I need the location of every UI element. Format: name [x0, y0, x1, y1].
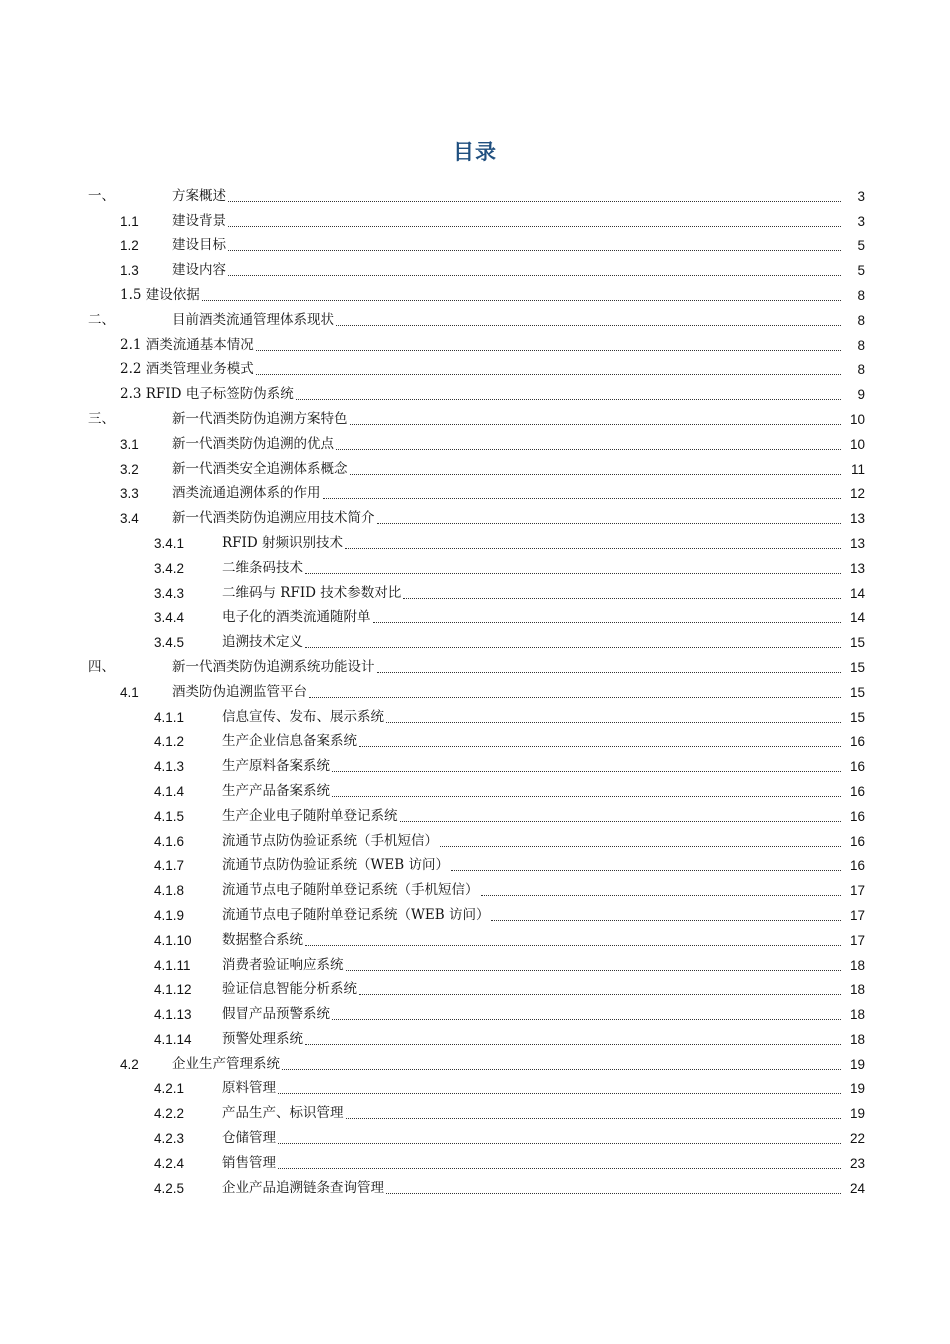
toc-dot-leader	[350, 473, 841, 475]
toc-entry-number: 4.1.5	[154, 808, 185, 824]
toc-entry[interactable]	[88, 974, 865, 999]
toc-dot-leader	[377, 671, 841, 673]
toc-entry[interactable]	[88, 924, 865, 949]
toc-entry[interactable]	[88, 1097, 865, 1122]
toc-entry-page: 16	[849, 833, 865, 849]
toc-entry-page: 19	[849, 1106, 865, 1122]
toc-dot-leader	[386, 721, 841, 723]
toc-entry-title: 2.1 酒类流通基本情况	[120, 336, 254, 353]
toc-dot-leader	[350, 423, 841, 425]
toc-dot-leader	[336, 324, 841, 326]
toc-entry[interactable]	[88, 304, 865, 329]
toc-dot-leader	[386, 1192, 841, 1194]
toc-entry-page: 8	[857, 312, 865, 328]
toc-entry-page: 24	[849, 1180, 865, 1196]
toc-entry[interactable]	[88, 329, 865, 354]
toc-entry-title: 销售管理	[222, 1154, 276, 1171]
toc-entry[interactable]	[88, 825, 865, 850]
toc-entry-title: 酒类流通追溯体系的作用	[172, 485, 321, 502]
toc-dot-leader	[359, 745, 841, 747]
toc-entry-title: 新一代酒类防伪追溯系统功能设计	[172, 658, 375, 675]
toc-entry-title: 方案概述	[172, 187, 226, 204]
toc-entry-number: 三、	[88, 410, 115, 427]
toc-dot-leader	[256, 349, 841, 351]
toc-entry-number: 3.4.5	[154, 635, 185, 651]
toc-entry-title: 建设内容	[172, 262, 226, 279]
toc-dot-leader	[346, 969, 841, 971]
toc-dot-leader	[305, 572, 841, 574]
toc-entry[interactable]	[88, 502, 865, 527]
toc-entry-title: 2.2 酒类管理业务模式	[120, 361, 254, 378]
toc-entry[interactable]	[88, 403, 865, 428]
toc-entry-page: 3	[857, 213, 865, 229]
toc-entry-page: 17	[849, 883, 865, 899]
toc-dot-leader	[481, 894, 841, 896]
toc-entry-number: 4.2.2	[154, 1106, 185, 1122]
toc-entry-title: 目前酒类流通管理体系现状	[172, 311, 334, 328]
toc-entry-title: 消费者验证响应系统	[222, 956, 344, 973]
toc-entry-title: 数据整合系统	[222, 931, 303, 948]
toc-entry-page: 8	[857, 287, 865, 303]
toc-entry-page: 15	[849, 635, 865, 651]
toc-entry-title: 假冒产品预警系统	[222, 1006, 330, 1023]
toc-title: 目录	[453, 140, 497, 164]
toc-entry-page: 15	[849, 659, 865, 675]
toc-entry-number: 4.2.5	[154, 1180, 185, 1196]
toc-entry-page: 9	[857, 387, 865, 403]
toc-entry[interactable]	[88, 602, 865, 627]
toc-dot-leader	[278, 1167, 841, 1169]
toc-entry-number: 4.2.4	[154, 1155, 185, 1171]
toc-entry[interactable]	[88, 899, 865, 924]
toc-entry-number: 3.3	[120, 486, 139, 502]
toc-entry-number: 3.4.4	[154, 610, 185, 626]
toc-dot-leader	[228, 274, 841, 276]
toc-entry-number: 3.2	[120, 461, 139, 477]
toc-entry-number: 1.1	[120, 213, 139, 229]
toc-entry-page: 16	[849, 759, 865, 775]
toc-entry-number: 4.2.1	[154, 1081, 185, 1097]
toc-entry[interactable]	[88, 428, 865, 453]
toc-entry[interactable]	[88, 453, 865, 478]
toc-entry-page: 16	[849, 783, 865, 799]
toc-dot-leader	[377, 522, 841, 524]
toc-entry-title: 生产原料备案系统	[222, 758, 330, 775]
toc-dot-leader	[373, 621, 841, 623]
toc-entry-page: 16	[849, 858, 865, 874]
toc-entry[interactable]	[88, 1122, 865, 1147]
toc-entry[interactable]	[88, 1048, 865, 1073]
toc-entry-number: 4.1	[120, 684, 139, 700]
toc-entry[interactable]	[88, 800, 865, 825]
toc-entry[interactable]	[88, 354, 865, 379]
toc-dot-leader	[228, 249, 841, 251]
toc-dot-leader	[323, 497, 841, 499]
toc-entry[interactable]	[88, 850, 865, 875]
toc-dot-leader	[228, 225, 841, 227]
toc-dot-leader	[305, 1043, 841, 1045]
toc-entry-page: 16	[849, 808, 865, 824]
toc-entry-page: 13	[849, 560, 865, 576]
toc-entry[interactable]	[88, 701, 865, 726]
toc-entry-page: 10	[849, 436, 865, 452]
toc-entry-title: 验证信息智能分析系统	[222, 981, 357, 998]
toc-entry-number: 3.1	[120, 436, 139, 452]
toc-entry-page: 10	[849, 411, 865, 427]
toc-entry[interactable]	[88, 949, 865, 974]
toc-entry-number: 4.1.10	[154, 932, 192, 948]
toc-entry[interactable]	[88, 1172, 865, 1197]
toc-entry[interactable]	[88, 1073, 865, 1098]
toc-dot-leader	[440, 845, 841, 847]
toc-entry-page: 8	[857, 362, 865, 378]
toc-entry-number: 4.2	[120, 1056, 139, 1072]
toc-entry-title: 新一代酒类安全追溯体系概念	[172, 460, 348, 477]
toc-entry-page: 19	[849, 1081, 865, 1097]
toc-entry-title: 预警处理系统	[222, 1030, 303, 1047]
toc-entry-title: 流通节点防伪验证系统（手机短信）	[222, 832, 438, 849]
toc-entry-title: 生产企业信息备案系统	[222, 733, 357, 750]
toc-entry-number: 4.1.7	[154, 858, 185, 874]
toc-dot-leader	[332, 770, 841, 772]
toc-dot-leader	[309, 696, 841, 698]
toc-entry[interactable]	[88, 230, 865, 255]
toc-entry-number: 一、	[88, 187, 115, 204]
toc-entry-title: 电子化的酒类流通随附单	[222, 609, 371, 626]
toc-dot-leader	[332, 795, 841, 797]
toc-entry-title: 生产产品备案系统	[222, 782, 330, 799]
toc-entry[interactable]	[88, 279, 865, 304]
toc-entry-page: 8	[857, 337, 865, 353]
toc-entry-number: 4.1.3	[154, 759, 185, 775]
toc-entry-page: 18	[849, 982, 865, 998]
toc-entry[interactable]	[88, 626, 865, 651]
toc-entry-title: 仓储管理	[222, 1130, 276, 1147]
toc-entry-number: 3.4	[120, 511, 139, 527]
toc-dot-leader	[228, 200, 841, 202]
toc-entry-number: 4.1.11	[154, 957, 191, 973]
toc-entry-number: 1.3	[120, 263, 139, 279]
toc-entry[interactable]	[88, 378, 865, 403]
toc-entry-page: 18	[849, 957, 865, 973]
toc-dot-leader	[332, 1018, 841, 1020]
toc-entry-page: 17	[849, 907, 865, 923]
toc-entry-page: 15	[849, 684, 865, 700]
toc-entry-title: 建设背景	[172, 212, 226, 229]
toc-entry-number: 4.1.13	[154, 1007, 192, 1023]
toc-dot-leader	[278, 1142, 841, 1144]
toc-entry[interactable]	[88, 775, 865, 800]
toc-entry[interactable]	[88, 1023, 865, 1048]
toc-dot-leader	[346, 1117, 841, 1119]
toc-entry-title: 新一代酒类防伪追溯方案特色	[172, 410, 348, 427]
toc-entry-page: 13	[849, 535, 865, 551]
toc-entry-title: 二维码与 RFID 技术参数对比	[222, 584, 402, 601]
toc-entry-number: 3.4.2	[154, 560, 185, 576]
toc-entry-page: 22	[849, 1131, 865, 1147]
toc-entry-number: 二、	[88, 311, 115, 328]
toc-entry-title: 产品生产、标识管理	[222, 1105, 344, 1122]
toc-entry-title: 2.3 RFID 电子标签防伪系统	[120, 386, 294, 403]
toc-dot-leader	[451, 869, 841, 871]
table-of-contents	[88, 180, 865, 1197]
toc-entry[interactable]	[88, 998, 865, 1023]
toc-dot-leader	[305, 646, 841, 648]
toc-entry-number: 四、	[88, 658, 115, 675]
toc-dot-leader	[491, 919, 841, 921]
toc-entry-number: 4.1.6	[154, 833, 185, 849]
toc-dot-leader	[400, 820, 841, 822]
toc-entry-title: 1.5 建设依据	[120, 286, 200, 303]
toc-entry-page: 3	[857, 188, 865, 204]
toc-entry-page: 17	[849, 932, 865, 948]
toc-dot-leader	[403, 597, 841, 599]
toc-entry-number: 4.1.14	[154, 1031, 192, 1047]
toc-dot-leader	[278, 1092, 841, 1094]
toc-entry-title: 流通节点电子随附单登记系统（手机短信）	[222, 882, 479, 899]
toc-entry-title: 流通节点电子随附单登记系统（WEB 访问）	[222, 906, 490, 923]
toc-entry-page: 5	[857, 263, 865, 279]
toc-entry[interactable]	[88, 750, 865, 775]
toc-entry-number: 4.1.12	[154, 982, 192, 998]
toc-entry-number: 4.1.2	[154, 734, 185, 750]
toc-entry-page: 19	[849, 1056, 865, 1072]
toc-dot-leader	[282, 1068, 841, 1070]
toc-entry-page: 14	[849, 610, 865, 626]
toc-entry-page: 11	[850, 461, 865, 477]
toc-dot-leader	[305, 944, 841, 946]
toc-entry-title: 生产企业电子随附单登记系统	[222, 807, 398, 824]
toc-entry-number: 3.4.3	[154, 585, 185, 601]
toc-entry-title: 二维条码技术	[222, 559, 303, 576]
toc-entry-title: 信息宣传、发布、展示系统	[222, 708, 384, 725]
toc-entry[interactable]	[88, 874, 865, 899]
toc-entry-title: 新一代酒类防伪追溯应用技术简介	[172, 510, 375, 527]
toc-entry-title: 企业产品追溯链条查询管理	[222, 1179, 384, 1196]
toc-entry-title: 新一代酒类防伪追溯的优点	[172, 435, 334, 452]
toc-entry-number: 4.1.8	[154, 883, 185, 899]
toc-dot-leader	[202, 299, 841, 301]
toc-entry-number: 4.1.1	[154, 709, 185, 725]
toc-entry-page: 14	[849, 585, 865, 601]
toc-entry[interactable]	[88, 676, 865, 701]
toc-entry-page: 5	[857, 238, 865, 254]
toc-entry[interactable]	[88, 478, 865, 503]
toc-entry-title: 追溯技术定义	[222, 634, 303, 651]
toc-entry[interactable]	[88, 527, 865, 552]
toc-entry-page: 12	[849, 486, 865, 502]
toc-entry-page: 13	[849, 511, 865, 527]
toc-entry-title: RFID 射频识别技术	[222, 534, 343, 551]
toc-entry[interactable]	[88, 577, 865, 602]
toc-entry-number: 4.1.4	[154, 783, 185, 799]
toc-dot-leader	[336, 448, 841, 450]
toc-entry-page: 16	[849, 734, 865, 750]
toc-entry[interactable]	[88, 254, 865, 279]
toc-entry-title: 酒类防伪追溯监管平台	[172, 683, 307, 700]
toc-entry-title: 建设目标	[172, 237, 226, 254]
toc-entry-number: 4.2.3	[154, 1131, 185, 1147]
toc-entry-title: 企业生产管理系统	[172, 1055, 280, 1072]
toc-dot-leader	[296, 398, 841, 400]
toc-entry[interactable]	[88, 651, 865, 676]
toc-entry-title: 流通节点防伪验证系统（WEB 访问）	[222, 857, 449, 874]
toc-entry-title: 原料管理	[222, 1080, 276, 1097]
toc-entry-page: 18	[849, 1031, 865, 1047]
toc-entry[interactable]	[88, 552, 865, 577]
toc-entry-number: 3.4.1	[154, 535, 185, 551]
toc-entry-number: 4.1.9	[154, 907, 185, 923]
toc-dot-leader	[256, 373, 841, 375]
toc-entry[interactable]	[88, 180, 865, 205]
toc-entry-number: 1.2	[120, 238, 139, 254]
toc-entry-page: 18	[849, 1007, 865, 1023]
toc-entry-page: 15	[849, 709, 865, 725]
toc-entry[interactable]	[88, 1147, 865, 1172]
toc-entry-page: 23	[849, 1155, 865, 1171]
toc-dot-leader	[345, 547, 841, 549]
toc-dot-leader	[359, 993, 841, 995]
toc-entry[interactable]	[88, 205, 865, 230]
toc-entry[interactable]	[88, 726, 865, 751]
